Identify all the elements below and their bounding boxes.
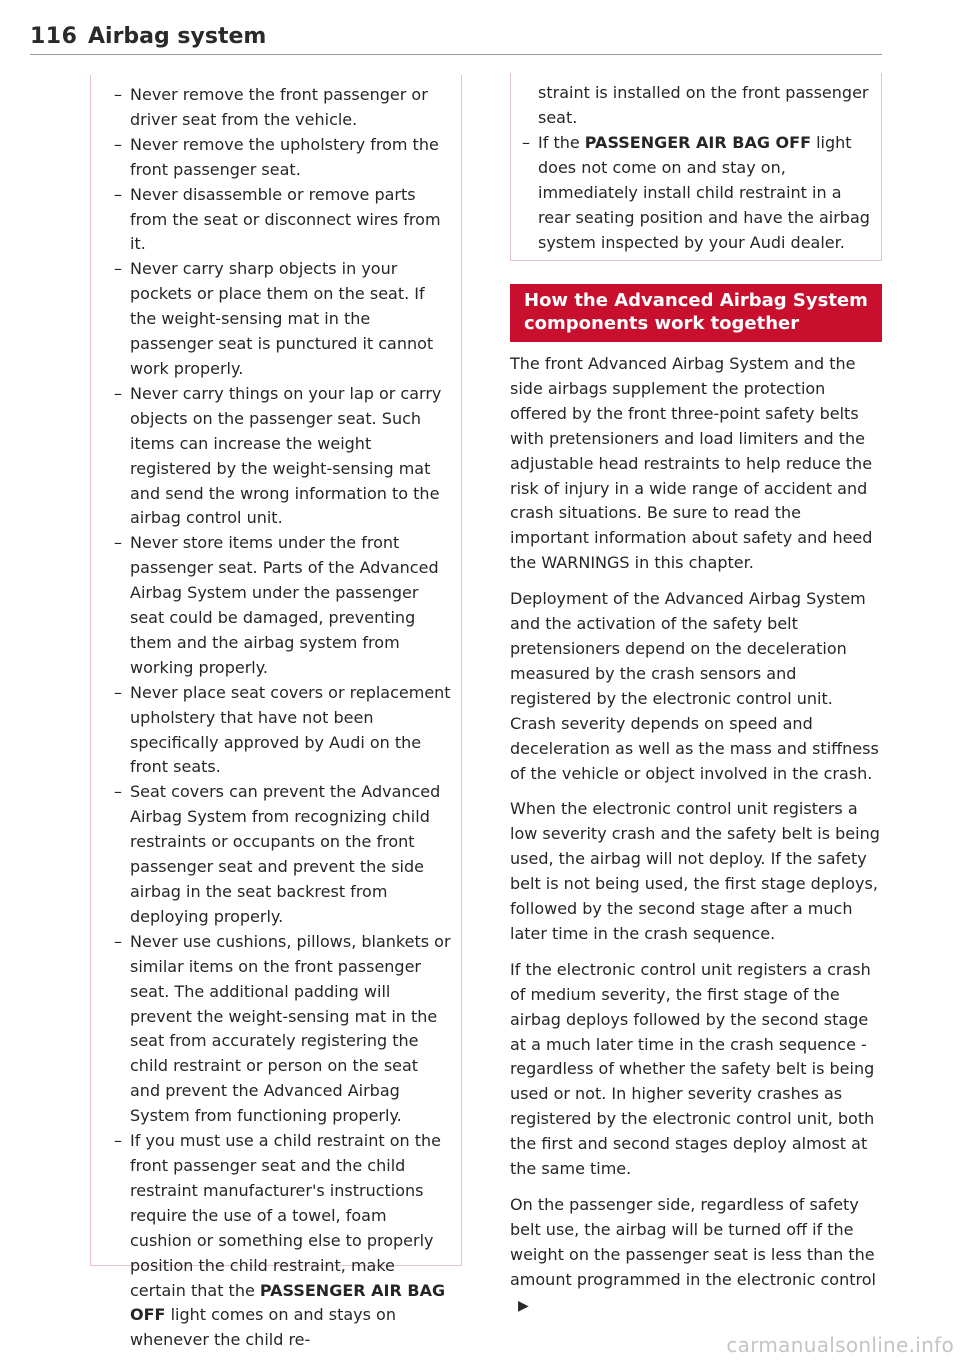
- section-heading: [510, 284, 882, 342]
- paragraph: [510, 1193, 882, 1319]
- list-item: [511, 131, 873, 256]
- paragraph: Deployment of the Advanced Airbag System and the activation of the safety belt pretensioners depend on the deceleration measured by the crash sensors and registered by the electronic control unit. Crash severity depends on speed and deceleration as well as the mass and stiffness of the vehicle or object involved in the crash.: [510, 589, 879, 783]
- warning-box-left: [90, 75, 462, 1350]
- list-item: – Never place seat covers or replacement upholstery that have not been specifically approved by Audi on the front seats.: [103, 681, 453, 781]
- indicator-name: PASSENGER AIR BAG OFF: [130, 1280, 446, 1325]
- list-item: – Seat covers can prevent the Advanced Airbag System from recognizing child restraints or occupants on the front passenger seat and prevent the side airbag in the seat backrest from deploying properly.: [103, 780, 453, 929]
- list-item: – Never store items under the front passenger seat. Parts of the Advanced Airbag System under the passenger seat could be damaged, preventing them and the airbag system from working properly.: [103, 531, 453, 680]
- list-item: – Never use cushions, pillows, blankets or similar items on the front passenger seat. The additional padding will prevent the weight-sensing mat in the seat from accurately registering the child restraint or person on the seat and prevent the Advanced Airbag System from functioning properly.: [103, 930, 453, 1129]
- list-item: – Never disassemble or remove parts from the seat or disconnect wires from it.: [103, 183, 453, 258]
- list-item: – Never remove the front passenger or driver seat from the vehicle.: [103, 83, 453, 133]
- list-item-text: If the: [538, 133, 580, 152]
- warning-list-right: [511, 131, 873, 256]
- watermark: carmanualsonline.info: [726, 1333, 954, 1357]
- page-number: 116: [30, 24, 78, 49]
- list-item: – Never remove the upholstery from the front passenger seat.: [103, 133, 453, 183]
- list-item-text: light does not come on and stay on, immediately install child restraint in a rear seating position and have the airbag system inspected by your Audi dealer.: [538, 133, 870, 252]
- list-item-text: If you must use a child restraint on the front passenger seat and the child restraint manufacturer's instructions require the use of a towel, foam cushion or something else to properly position the child restraint, make certain that the: [130, 1131, 441, 1300]
- section-body: [510, 352, 882, 1330]
- indicator-name: PASSENGER AIR BAG OFF: [584, 133, 812, 152]
- list-item: – Never carry sharp objects in your pockets or place them on the seat. If the weight-sensing mat in the passenger seat is punctured it cannot work properly.: [103, 257, 453, 382]
- paragraph: The front Advanced Airbag System and the side airbags supplement the protection offered by the front three-point safety belts with pretensioners and load limiters and the adjustable head restraints to help reduce the risk of injury in a wide range of accident and crash situations. Be sure to read the important information about safety and heed the WARNINGS in this chapter.: [510, 354, 873, 573]
- page-header: [30, 22, 882, 55]
- list-item: – Never carry things on your lap or carry objects on the passenger seat. Such items can increase the weight registered by the weight-sensing mat and send the wrong information to the airbag control unit.: [103, 382, 453, 531]
- paragraph-text: On the passenger side, regardless of safety belt use, the airbag will be turned off if the weight on the passenger seat is less than the amount programmed in the electronic control: [510, 1195, 876, 1289]
- paragraph: When the electronic control unit registers a low severity crash and the safety belt is being used, the airbag will not deploy. If the safety belt is not being used, the first stage deploys, followed by the second stage after a much later time in the crash sequence.: [510, 799, 880, 943]
- list-item: [103, 1129, 453, 1353]
- section-heading-text: How the Advanced Airbag System components work together: [524, 290, 868, 334]
- warning-list-left: [103, 83, 453, 1353]
- list-item-text: light comes on and stays on whenever the child re-: [130, 1305, 396, 1350]
- warning-continuation: straint is installed on the front passenger seat.: [538, 83, 869, 127]
- warning-box-right: [510, 73, 882, 261]
- paragraph: If the electronic control unit registers a crash of medium severity, the first stage of the airbag deploys followed by the second stage at a much later time in the crash sequence - regardless of whether the safety belt is being used or not. In higher severity crashes as registered by the electronic control unit, both the first and second stages deploy almost at the same time.: [510, 959, 875, 1179]
- section-title: Airbag system: [88, 24, 267, 49]
- continue-arrow-icon: ▶: [518, 1297, 529, 1314]
